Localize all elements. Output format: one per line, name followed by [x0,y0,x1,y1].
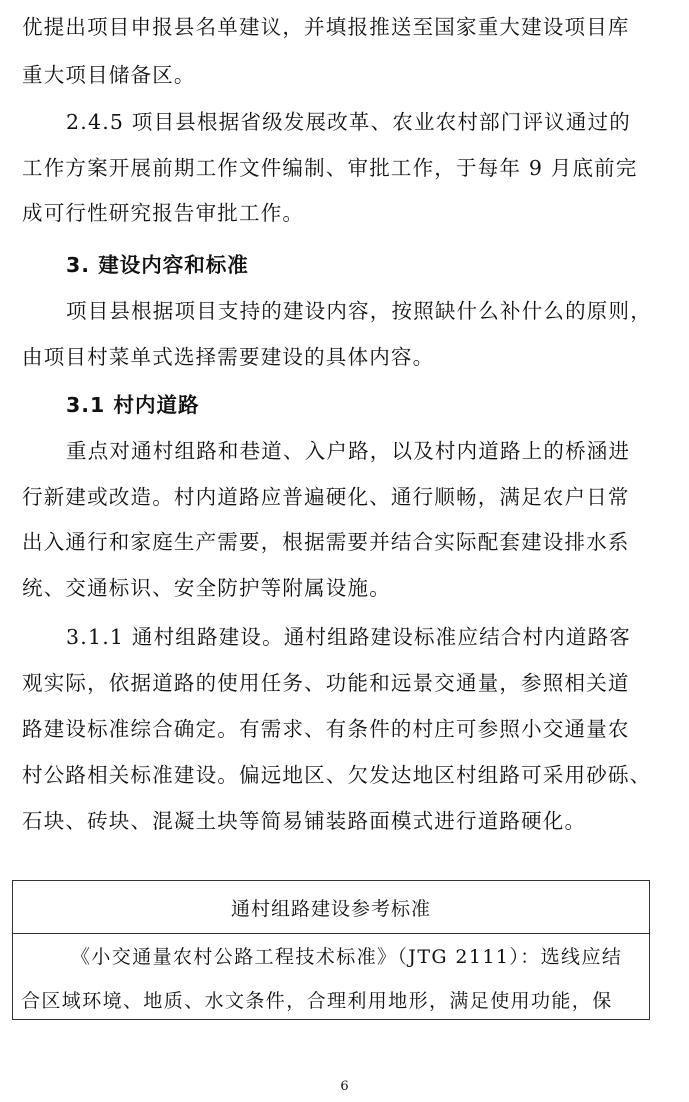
box-text-line: 合区域环境、地质、水文条件，合理利用地形，满足使用功能，保 [21,990,613,1012]
text-line: 统、交通标识、安全防护等附属设施。 [22,576,391,600]
text-line: 成可行性研究报告审批工作。 [22,201,305,225]
text-line: 重点对通村组路和巷道、入户路，以及村内道路上的桥涵进 [66,439,631,463]
text-line: 由项目村菜单式选择需要建设的具体内容。 [22,345,435,369]
box-text-line: 《小交通量农村公路工程技术标准》（JTG 2111）：选线应结 [71,946,623,968]
text-line: 观实际，依据道路的使用任务、功能和远景交通量，参照相关道 [22,671,630,695]
text-line: 优提出项目申报县名单建议，并填报推送至国家重大建设项目库 [22,15,630,39]
text-line: 路建设标准综合确定。有需求、有条件的村庄可参照小交通量农 [22,717,630,741]
text-line: 重大项目储备区。 [22,63,196,87]
text-line: 3.1.1 通村组路建设。通村组路建设标准应结合村内道路客 [66,625,631,649]
text-line: 石块、砖块、混凝土块等简易铺装路面模式进行道路硬化。 [22,809,587,833]
text-line: 2.4.5 项目县根据省级发展改革、农业农村部门评议通过的 [66,110,631,134]
reference-standard-box [12,880,650,1020]
text-line: 行新建或改造。村内道路应普遍硬化、通行顺畅，满足农户日常 [22,485,630,509]
text-line: 工作方案开展前期工作文件编制、审批工作，于每年 9 月底前完 [22,156,638,180]
subsection-heading: 3.1 村内道路 [66,393,200,417]
text-line: 出入通行和家庭生产需要，根据需要并结合实际配套建设排水系 [22,530,630,554]
page-number: 6 [340,1079,349,1094]
section-heading: 3. 建设内容和标准 [66,253,249,277]
text-line: 项目县根据项目支持的建设内容，按照缺什么补什么的原则， [66,299,652,323]
box-title: 通村组路建设参考标准 [13,881,649,934]
text-line: 村公路相关标准建设。偏远地区、欠发达地区村组路可采用砂砾、 [22,763,652,787]
